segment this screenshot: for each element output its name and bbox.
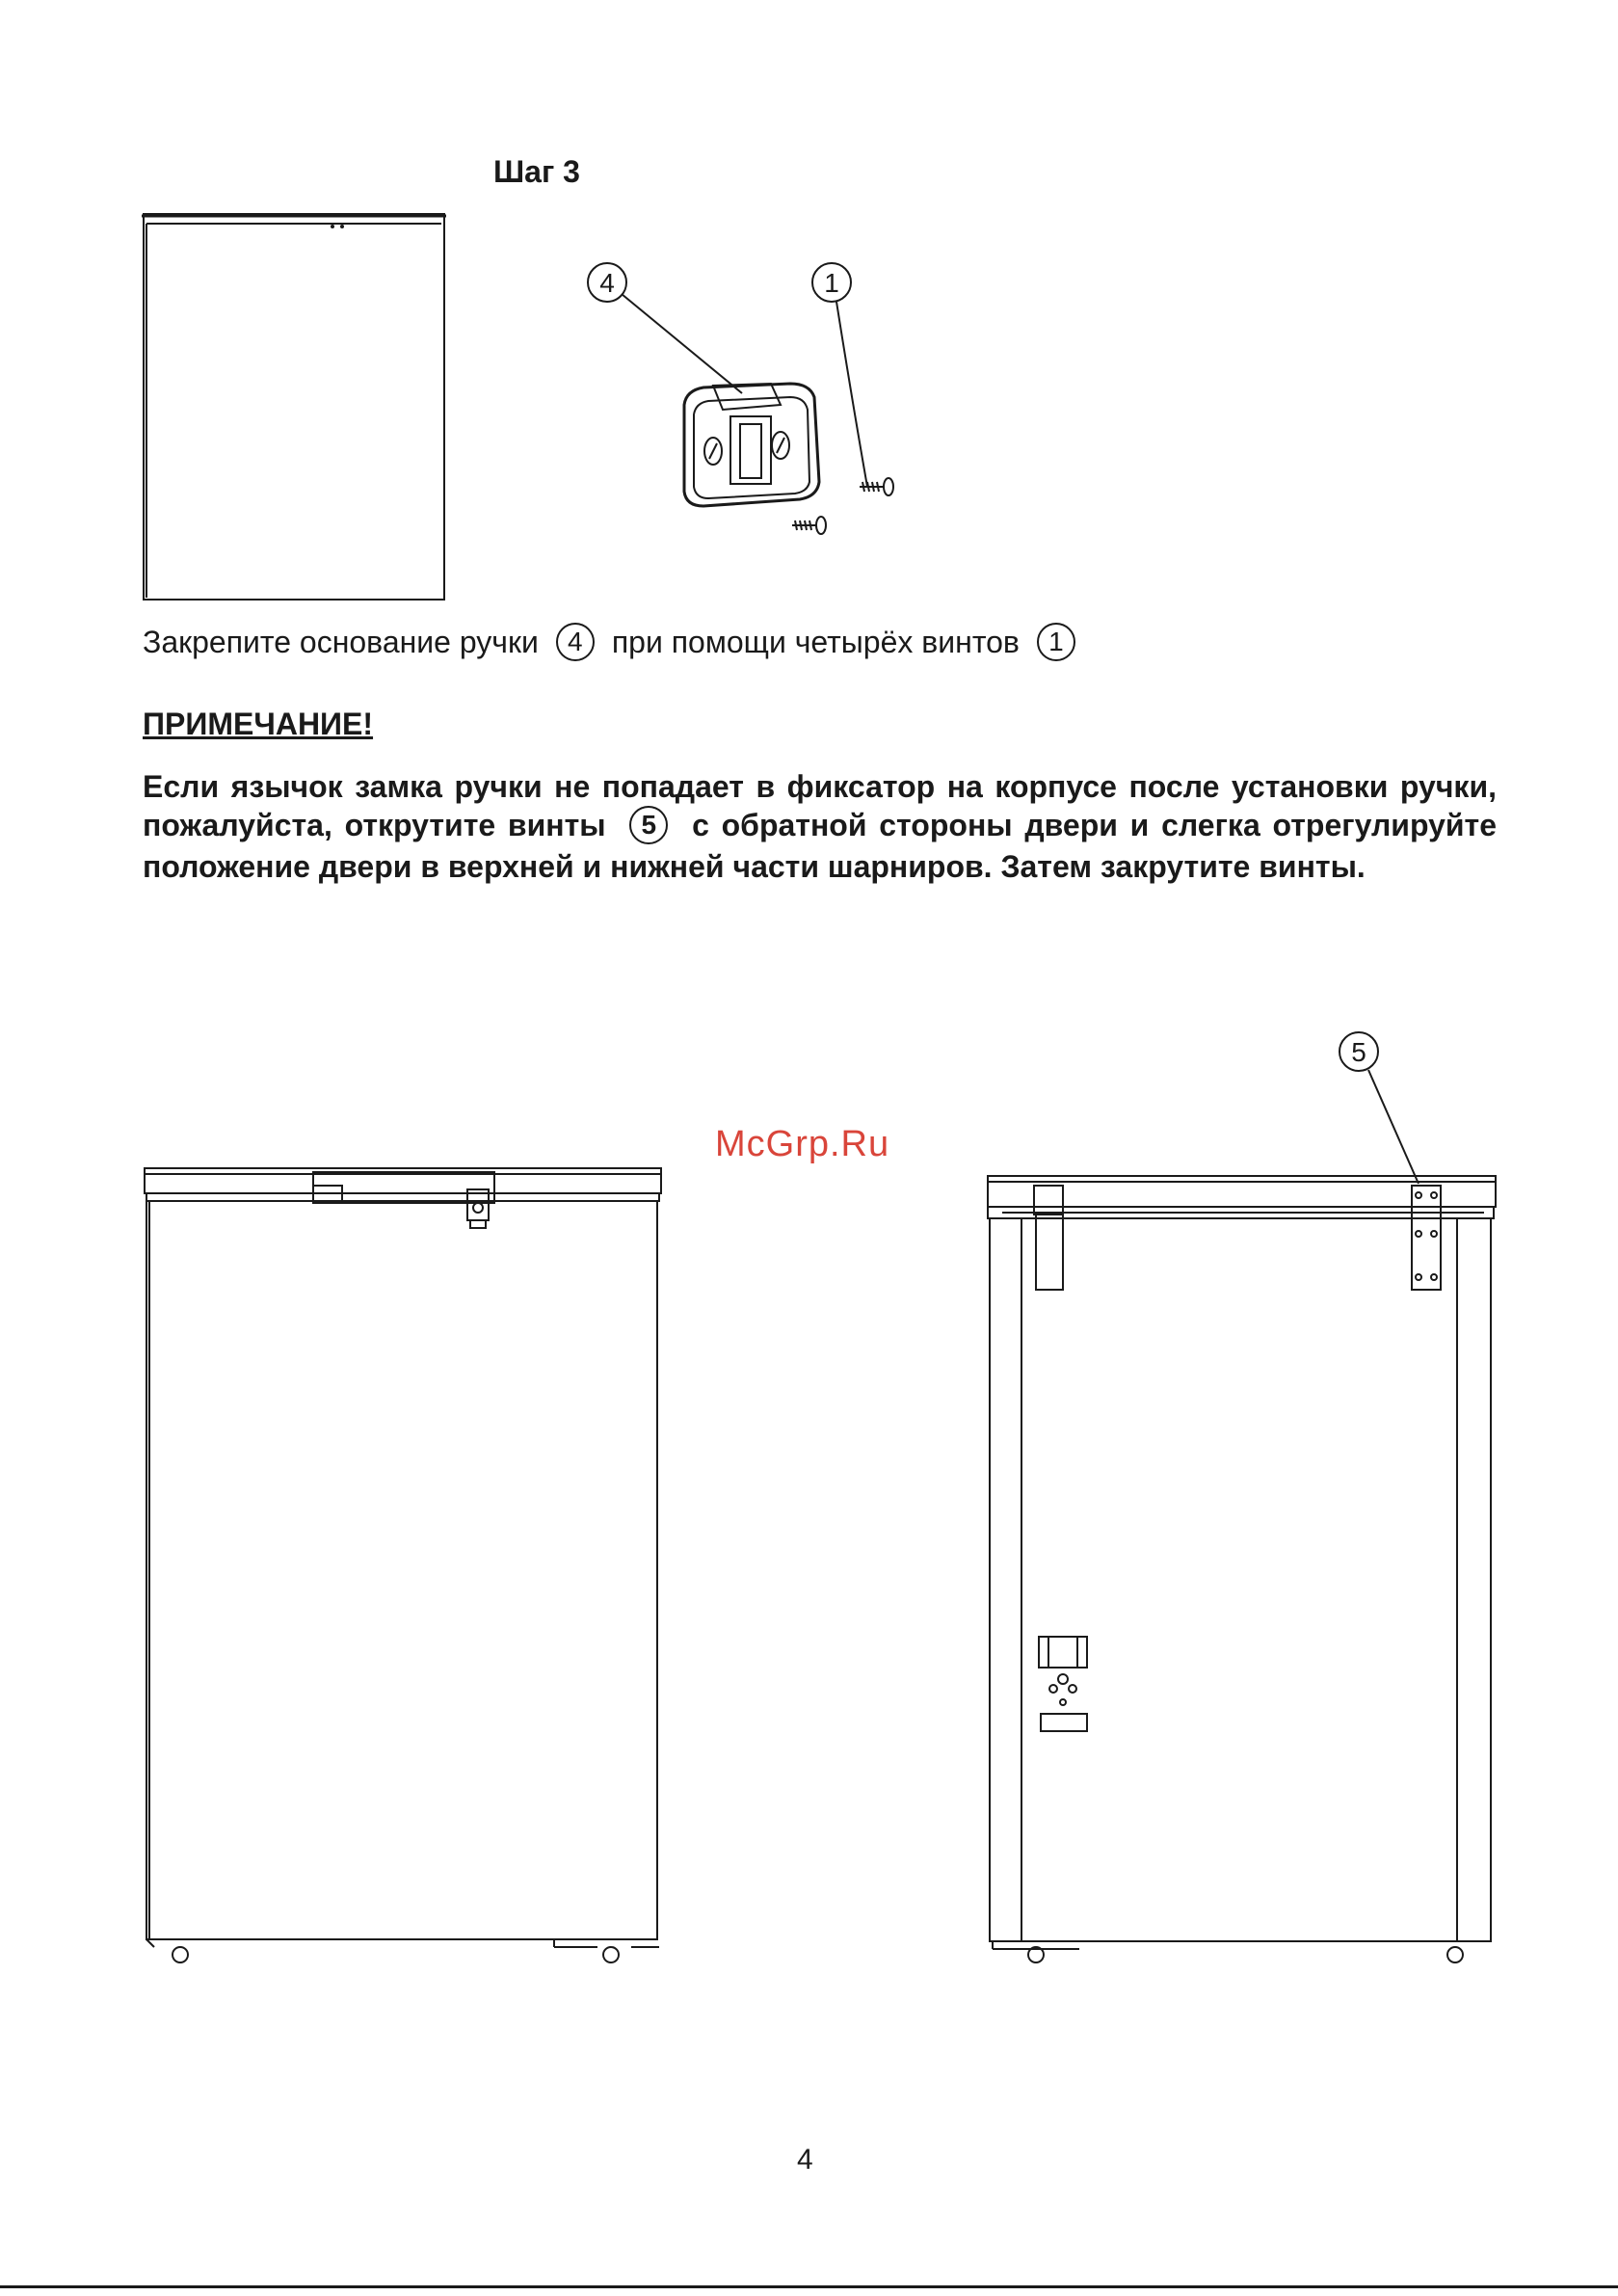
handle-base-part <box>684 384 819 506</box>
screw-1 <box>860 478 893 495</box>
freezer-back-drawing <box>867 1012 1600 1802</box>
handle-base-diagram <box>0 0 1618 675</box>
callout-4 <box>588 263 626 302</box>
note-title: ПРИМЕЧАНИЕ! <box>143 707 374 741</box>
caption-text-before: Закрепите основание ручки <box>143 625 539 659</box>
callout-1 <box>812 263 851 302</box>
callout-1-label: 1 <box>824 268 839 298</box>
watermark: McGrp.Ru <box>715 1124 890 1164</box>
caption-text-middle: при помощи четырёх винтов <box>611 625 1020 659</box>
callout-5-label: 5 <box>1351 1037 1366 1067</box>
screw-2 <box>792 517 826 534</box>
step-title: Шаг 3 <box>493 154 580 189</box>
page-number: 4 <box>797 2144 813 2176</box>
note-text-before: Если язычок замка ручки не попадает в фиксатор на корпусе после установки ручки, пожалуйста, открутите винты <box>143 769 1497 842</box>
note-paragraph <box>143 767 1497 886</box>
caption-ref-4: 4 <box>556 623 595 661</box>
note-ref-5: 5 <box>629 806 668 844</box>
callout-5 <box>1339 1032 1378 1071</box>
callout-4-label: 4 <box>599 268 615 298</box>
freezer-front-drawing <box>0 1137 732 1812</box>
caption-ref-1: 1 <box>1037 623 1075 661</box>
bottom-rule <box>0 2285 1618 2288</box>
note-text-after: с обратной стороны двери и слегка отрегулируйте положение двери в верхней и нижней части шарниров. Затем закрутите винты. <box>143 808 1498 884</box>
instruction-caption <box>143 625 1093 664</box>
